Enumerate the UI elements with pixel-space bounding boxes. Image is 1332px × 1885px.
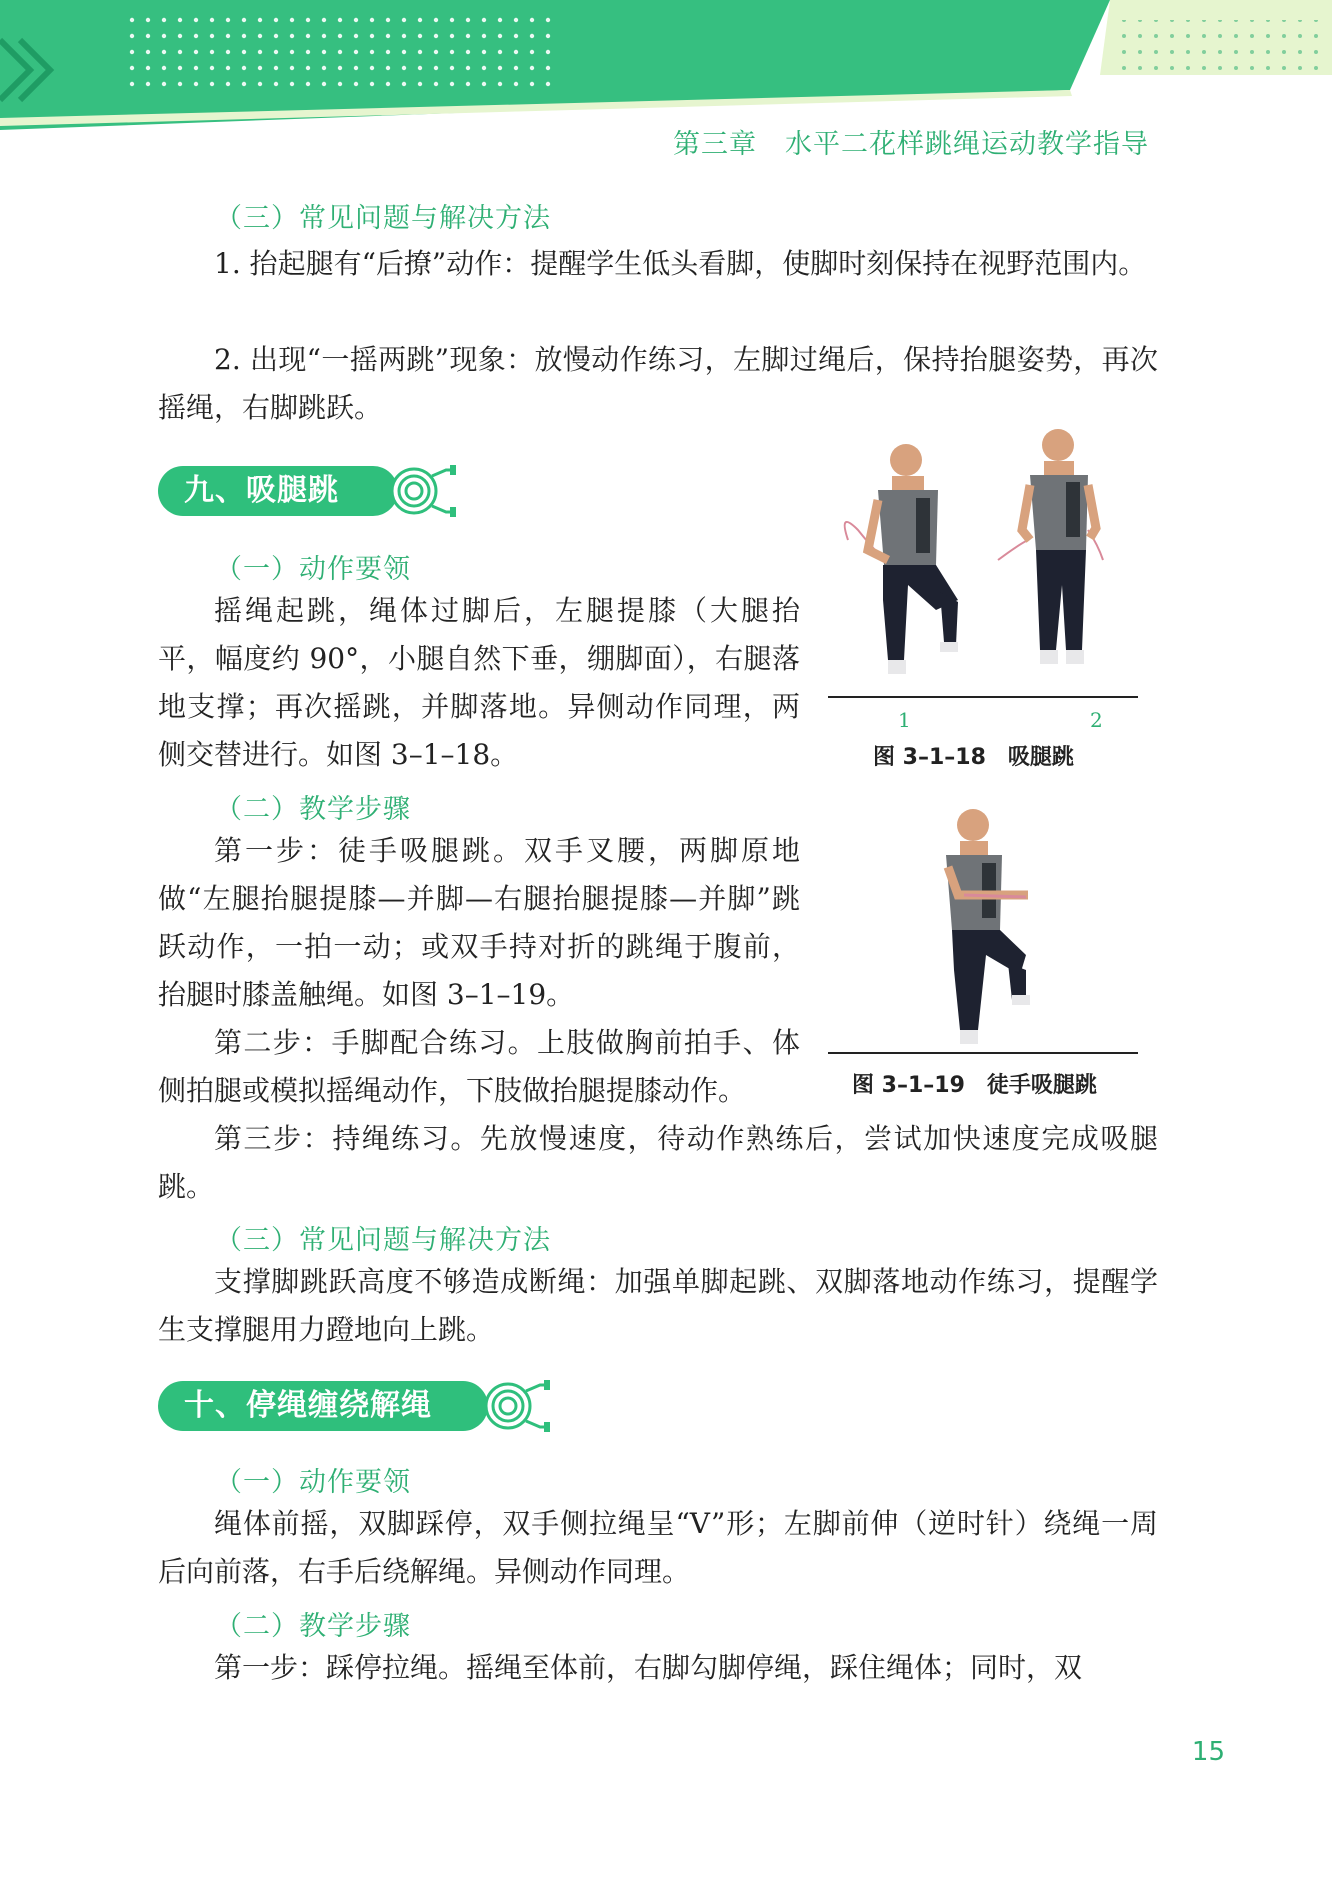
- step-3-paragraph: 第三步：持绳练习。先放慢速度，待动作熟练后，尝试加快速度完成吸腿跳。: [158, 1122, 1158, 1203]
- step-1-paragraph: 第一步：徒手吸腿跳。双手叉腰，两脚原地做“左腿抬腿提膝—并脚—右腿抬腿提膝—并脚”跳跃动作，一拍一动；或双手持对折的跳绳于腹前，抬腿时膝盖触绳。如图 3–1–19。: [158, 834, 800, 1011]
- figure-3-1-19-image: [828, 795, 1138, 1055]
- figure-3-1-19-caption: 图 3–1–19 徒手吸腿跳: [852, 1073, 1097, 1098]
- essentials-heading-10: （一）动作要领: [215, 1467, 411, 1498]
- figure-3-1-18-caption: 图 3–1–18 吸腿跳: [873, 745, 1074, 770]
- header-banner: [0, 0, 1332, 130]
- essentials-paragraph-10: 绳体前摇，双脚踩停，双手侧拉绳呈“V”形；左脚前伸（逆时针）绕绳一周后向前落，右手后绕解绳。异侧动作同理。: [158, 1507, 1158, 1588]
- page-number: 15: [1191, 1737, 1225, 1767]
- figure-3-1-18-baseline: [828, 696, 1138, 698]
- steps-heading: （二）教学步骤: [215, 794, 411, 825]
- section-9-title: 九、吸腿跳: [158, 466, 398, 516]
- figure-3-1-18-label-1: 1: [898, 708, 911, 732]
- problems-heading: （三）常见问题与解决方法: [215, 203, 551, 234]
- problem-paragraph-2: 2. 出现“一摇两跳”现象：放慢动作练习，左脚过绳后，保持抬腿姿势，再次摇绳，右脚跳跃。: [158, 343, 1158, 424]
- step-1-paragraph-10: 第一步：踩停拉绳。摇绳至体前，右脚勾脚停绳，踩住绳体；同时，双: [214, 1651, 1083, 1684]
- figure-3-1-19-baseline: [828, 1052, 1138, 1054]
- step-2-paragraph: 第二步：手脚配合练习。上肢做胸前拍手、体侧拍腿或模拟摇绳动作，下肢做抬腿提膝动作。: [158, 1026, 800, 1107]
- essentials-paragraph: 摇绳起跳，绳体过脚后，左腿提膝（大腿抬平，幅度约 90°，小腿自然下垂，绷脚面），右腿落地支撑；再次摇跳，并脚落地。异侧动作同理，两侧交替进行。如图 3–1–18。: [158, 594, 800, 771]
- problem-paragraph-1: 1. 抬起腿有“后撩”动作：提醒学生低头看脚，使脚时刻保持在视野范围内。: [214, 247, 1147, 280]
- chapter-title: 第三章 水平二花样跳绳运动教学指导: [673, 129, 1149, 160]
- rope-coil-icon: [482, 1373, 554, 1439]
- figure-3-1-18-image: [828, 420, 1138, 695]
- steps-heading-10: （二）教学步骤: [215, 1611, 411, 1642]
- figure-3-1-18-label-2: 2: [1090, 708, 1103, 732]
- problems-heading-9: （三）常见问题与解决方法: [215, 1225, 551, 1256]
- problems-paragraph-9: 支撑脚跳跃高度不够造成断绳：加强单脚起跳、双脚落地动作练习，提醒学生支撑腿用力蹬地向上跳。: [158, 1265, 1158, 1346]
- essentials-heading: （一）动作要领: [215, 554, 411, 585]
- section-10-title: 十、停绳缠绕解绳: [158, 1381, 488, 1431]
- rope-coil-icon: [388, 458, 460, 524]
